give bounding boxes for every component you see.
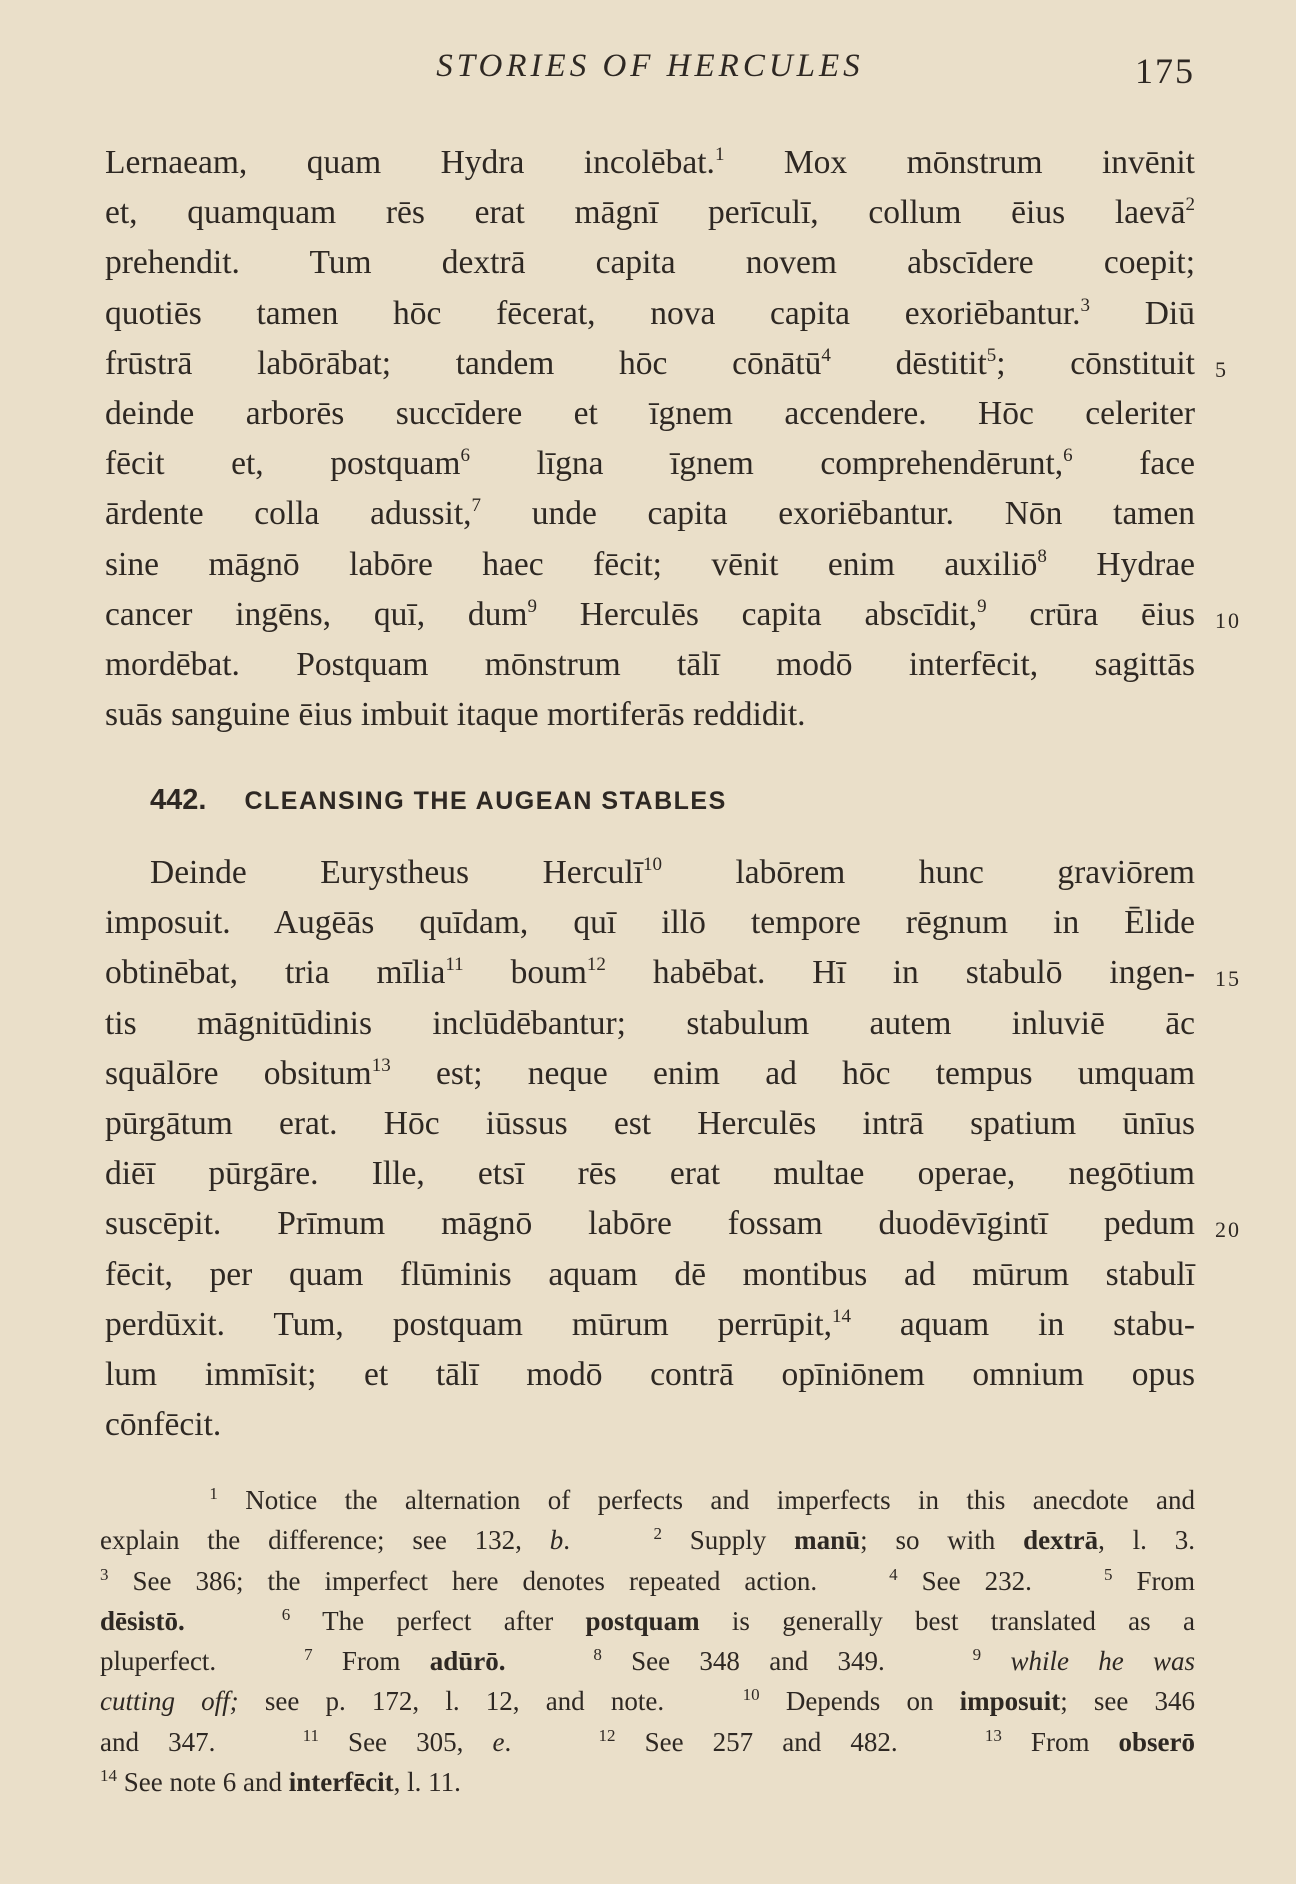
text-line: Deinde Eurystheus Herculī$^{10}$ labōrem hunc graviōrem	[150, 854, 1195, 891]
text-line: suscēpit. Prīmum māgnō labōre fossam duodēvīgintī pedum 20	[105, 1199, 1195, 1249]
running-head	[105, 44, 1195, 94]
text-line: ārdente colla adussit,$^7$ unde capita exoriēbantur. Nōn tamen	[105, 495, 1195, 533]
text-line: obtinēbat, tria mīlia$^{11}$ boum$^{12}$ habēbat. Hī in stabulō ingen- 15	[105, 948, 1195, 998]
text-line: deinde arborēs succīdere et īgnem accendere. Hōc celeriter	[105, 394, 1195, 432]
section-title: CLEANSING THE AUGEAN STABLES	[244, 787, 727, 815]
footnote-line: explain the difference; see 132, b. $^2$ Supply manū; so with dextrā, l. 3.	[100, 1524, 1196, 1556]
page-number: 175	[1135, 51, 1195, 91]
footnotes	[100, 1480, 1195, 1802]
footnote-line: cutting off; see p. 172, l. 12, and note. $^{10}$ Depends on imposuit; see 346	[100, 1685, 1196, 1717]
text-line: mordēbat. Postquam mōnstrum tālī modō interfēcit, sagittās	[105, 645, 1195, 683]
line-number: 10	[1215, 607, 1241, 633]
section-number: 442.	[150, 784, 207, 816]
line-number: 15	[1215, 966, 1241, 992]
running-title: STORIES OF HERCULES	[436, 48, 864, 84]
text-line: sine māgnō labōre haec fēcit; vēnit enim auxiliō$^8$ Hydrae	[105, 545, 1195, 583]
text-line: Lernaeam, quam Hydra incolēbat.$^1$ Mox mōnstrum invēnit	[105, 144, 1195, 181]
text-line: quotiēs tamen hōc fēcerat, nova capita exoriēbantur.$^3$ Diū	[105, 294, 1195, 332]
paragraph-hydra	[105, 138, 1241, 740]
footnote-line: pluperfect. $^7$ From adūrō. $^8$ See 348 and 349. $^9$ while he was	[100, 1645, 1196, 1677]
line-number: 5	[1215, 356, 1228, 382]
text-line: lum immīsit; et tālī modō contrā opīniōnem omnium opus	[105, 1355, 1195, 1393]
footnote-line: dēsistō. $^6$ The perfect after postquam is generally best translated as a	[100, 1604, 1195, 1636]
footnote-line: $^1$ Notice the alternation of perfects and imperfects in this anecdote and	[209, 1484, 1196, 1515]
text-line: pūrgātum erat. Hōc iūssus est Herculēs intrā spatium ūnīus	[105, 1104, 1195, 1142]
text-line: fēcit, per quam flūminis aquam dē montibus ad mūrum stabulī	[105, 1255, 1195, 1293]
text-line: diēī pūrgāre. Ille, etsī rēs erat multae operae, negōtium	[105, 1155, 1195, 1193]
paragraph-augean	[105, 848, 1241, 1450]
text-line: cancer ingēns, quī, dum$^9$ Herculēs capita abscīdit,$^9$ crūra ēius 10	[105, 590, 1195, 640]
line-number: 20	[1215, 1217, 1241, 1243]
text-line: et, quamquam rēs erat māgnī perīculī, collum ēius laevā$^2$	[105, 194, 1195, 232]
footnote-line: $^{14}$ See note 6 and interfēcit, l. 11.	[100, 1766, 461, 1798]
section-heading	[150, 780, 1190, 820]
text-line: tis māgnitūdinis inclūdēbantur; stabulum autem inluviē āc	[105, 1004, 1195, 1042]
footnote-line: and 347. $^{11}$ See 305, e. $^{12}$ See 257 and 482. $^{13}$ From obserō	[100, 1725, 1196, 1757]
text-line: frūstrā labōrābat; tandem hōc cōnātū$^4$ dēstitit$^5$; cōnstituit 5	[105, 339, 1195, 389]
text-line: cōnfēcit.	[105, 1406, 222, 1444]
text-line: imposuit. Augēās quīdam, quī illō tempore rēgnum in Ēlide	[105, 904, 1195, 942]
text-line: squālōre obsitum$^{13}$ est; neque enim ad hōc tempus umquam	[105, 1054, 1196, 1092]
text-line: fēcit et, postquam$^6$ līgna īgnem comprehendērunt,$^6$ face	[105, 445, 1195, 483]
footnote-line: $^3$ See 386; the imperfect here denotes repeated action. $^4$ See 232. $^5$ From	[100, 1564, 1195, 1596]
text-line: prehendit. Tum dextrā capita novem abscīdere coepit;	[105, 244, 1195, 282]
text-line: perdūxit. Tum, postquam mūrum perrūpit,$^{14}$ aquam in stabu-	[105, 1305, 1195, 1343]
text-line: suās sanguine ēius imbuit itaque mortiferās reddidit.	[105, 696, 806, 734]
